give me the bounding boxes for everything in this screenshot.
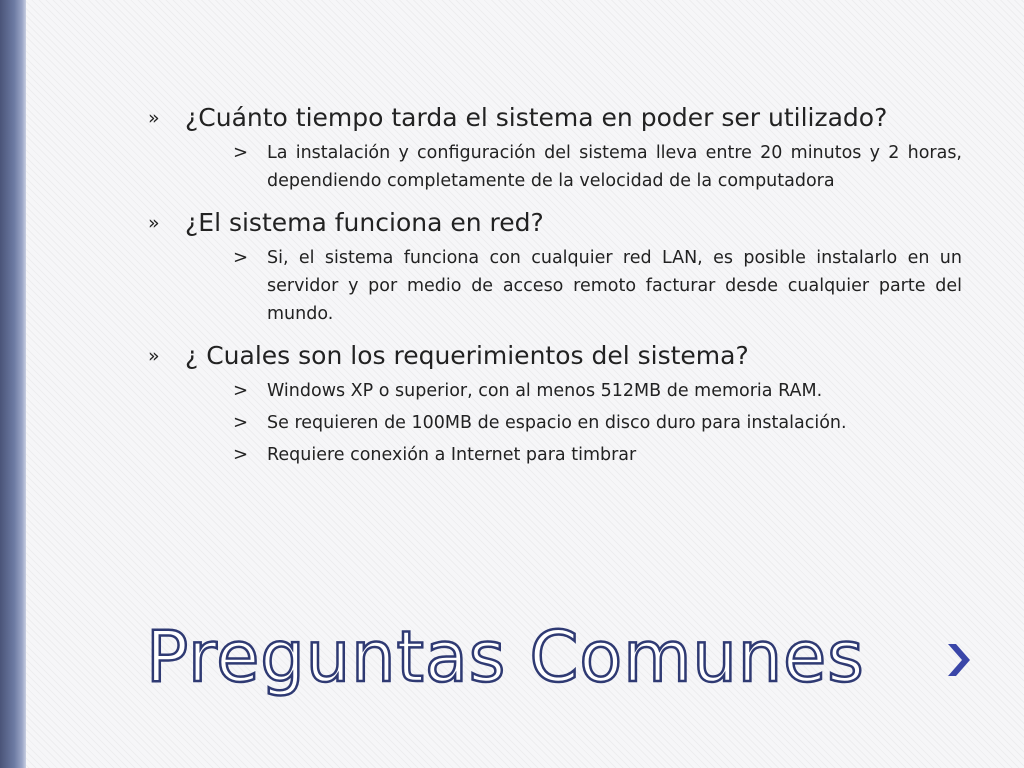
slide-title: Preguntas Comunes — [146, 616, 865, 698]
slide-content — [148, 100, 962, 473]
question-text: ¿Cuánto tiempo tarda el sistema en poder ser utilizado? — [185, 103, 888, 132]
question-bullet: » — [148, 212, 160, 234]
answer-bullet: > — [233, 247, 249, 268]
left-accent-bar — [0, 0, 26, 768]
answer-item — [232, 377, 962, 405]
answer-item — [232, 244, 962, 328]
answer-bullet: > — [233, 142, 249, 163]
question-bullet: » — [148, 345, 160, 367]
answer-text: Windows XP o superior, con al menos 512MB de memoria RAM. — [267, 381, 823, 401]
answer-item — [232, 441, 962, 469]
question-text: ¿El sistema funciona en red? — [185, 208, 544, 237]
answer-text: La instalación y configuración del sistema lleva entre 20 minutos y 2 horas, dependiendo completamente de la velocidad de la computadora — [267, 143, 962, 191]
question-item — [148, 205, 962, 328]
answer-text: Requiere conexión a Internet para timbrar — [267, 445, 637, 465]
answer-list — [185, 377, 962, 469]
answer-item — [232, 409, 962, 437]
answer-list — [185, 139, 962, 195]
answer-text: Si, el sistema funciona con cualquier red LAN, es posible instalarlo en un servidor y por medio de acceso remoto facturar desde cualquier parte del mundo. — [267, 248, 962, 324]
question-item — [148, 338, 962, 469]
answer-bullet: > — [233, 380, 249, 401]
answer-bullet: > — [233, 412, 249, 433]
answer-item — [232, 139, 962, 195]
answer-bullet: > — [233, 444, 249, 465]
chevron-right-icon — [940, 640, 974, 680]
question-text: ¿ Cuales son los requerimientos del sistema? — [185, 341, 749, 370]
question-item — [148, 100, 962, 195]
answer-text: Se requieren de 100MB de espacio en disco duro para instalación. — [267, 413, 847, 433]
answer-list — [185, 244, 962, 328]
question-bullet: » — [148, 107, 160, 129]
